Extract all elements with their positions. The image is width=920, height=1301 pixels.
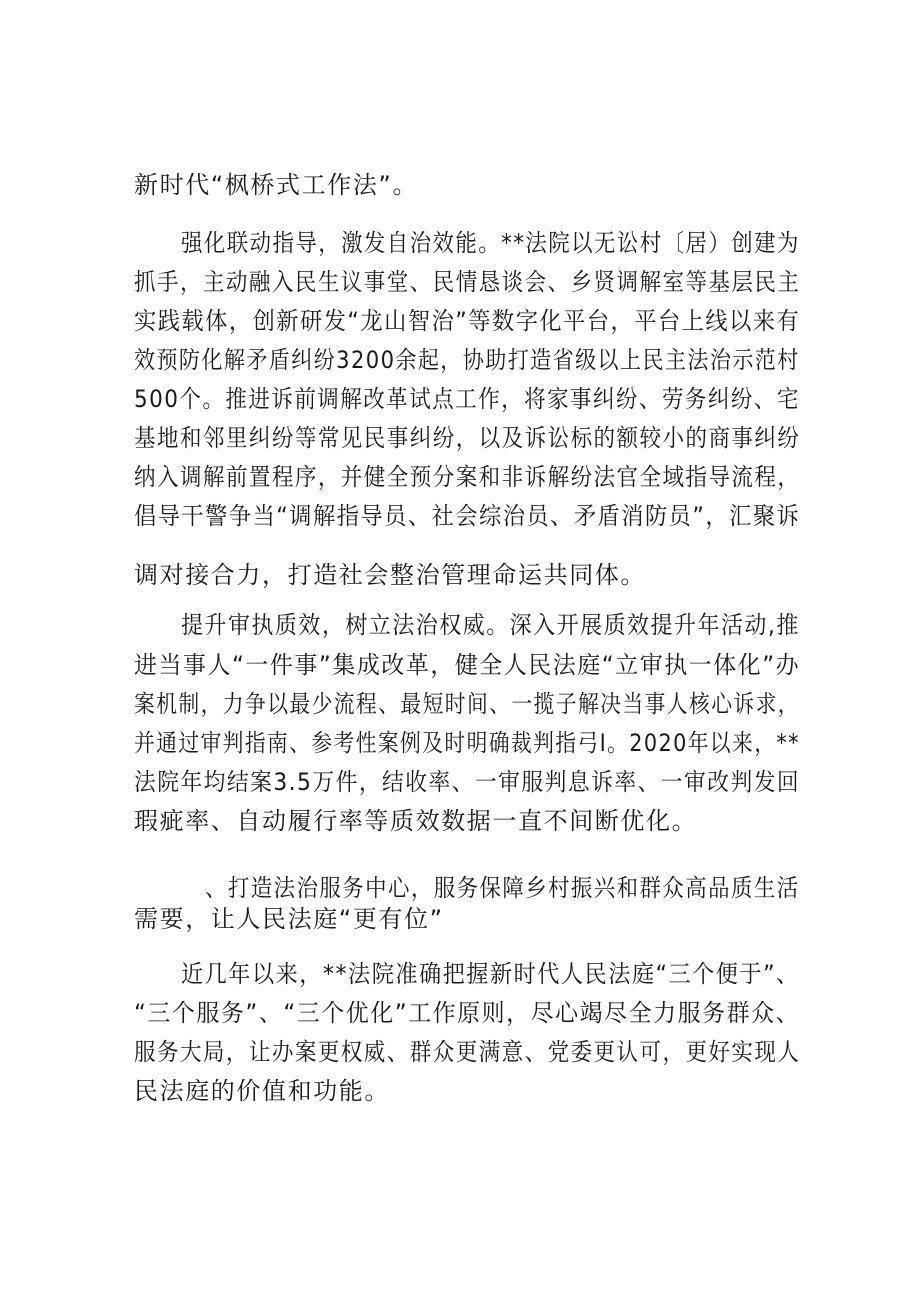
paragraph-line: 500个。推进诉前调解改革试点工作，将家事纠纷、劳务纠纷、宅 — [134, 385, 800, 413]
paragraph-line: 案机制，力争以最少流程、最短时间、一揽子解决当事人核心诉求， — [134, 690, 800, 718]
paragraph-line: 民法庭的价值和功能。 — [134, 1077, 390, 1105]
paragraph-line: 调对接合力，打造社会整治管理命运共同体。 — [134, 561, 646, 589]
paragraph-line: 效预防化解矛盾纠纷3200余起，协助打造省级以上民主法治示范村 — [134, 346, 800, 374]
paragraph-line: 并通过审判指南、参考性案例及时明确裁判指弓I。2020年以来，** — [134, 729, 800, 757]
paragraph-line: 抓手，主动融入民生议事堂、民情恳谈会、乡贤调解室等基层民主 — [134, 268, 801, 296]
paragraph-line: “三个服务”、“三个优化”工作原则，尽心竭尽全力服务群众、 — [134, 999, 801, 1027]
section-heading-line: 、打造法治服务中心，服务保障乡村振兴和群众高品质生活 — [205, 874, 800, 902]
paragraph-line: 基地和邻里纠纷等常见民事纠纷，以及诉讼标的额较小的商事纠纷 — [134, 424, 801, 452]
paragraph-line: 实践载体，创新研发“龙山智治”等数字化平台，平台上线以来有 — [134, 307, 801, 335]
paragraph-line: 瑕疵率、自动履行率等质效数据一直不间断优化。 — [134, 807, 698, 835]
paragraph-line: 服务大局，让办案更权威、群众更满意、党委更认可，更好实现人 — [134, 1038, 801, 1066]
paragraph-line: 倡导干警争当“调解指导员、社会综治员、矛盾消防员”，汇聚诉 — [134, 502, 801, 530]
paragraph-line: 进当事人“一件事”集成改革，健全人民法庭“立审执一体化”办 — [134, 651, 801, 679]
section-heading-line: 需要，让人民法庭“更有位” — [134, 905, 444, 933]
paragraph-line: 提升审执质效，树立法治权威。深入开展质效提升年活动,推 — [181, 611, 800, 639]
paragraph-line: 纳入调解前置程序，并健全预分案和非诉解纷法官全域指导流程， — [134, 463, 801, 491]
paragraph-line: 新时代“枫桥式工作法”。 — [134, 171, 419, 199]
paragraph-line: 近几年以来，**法院准确把握新时代人民法庭“三个便于”、 — [181, 960, 800, 988]
paragraph-line: 法院年均结案3.5万件，结收率、一审服判息诉率、一审改判发回 — [134, 768, 801, 796]
paragraph-line: 强化联动指导，激发自治效能。**法院以无讼村〔居）创建为 — [181, 229, 800, 257]
